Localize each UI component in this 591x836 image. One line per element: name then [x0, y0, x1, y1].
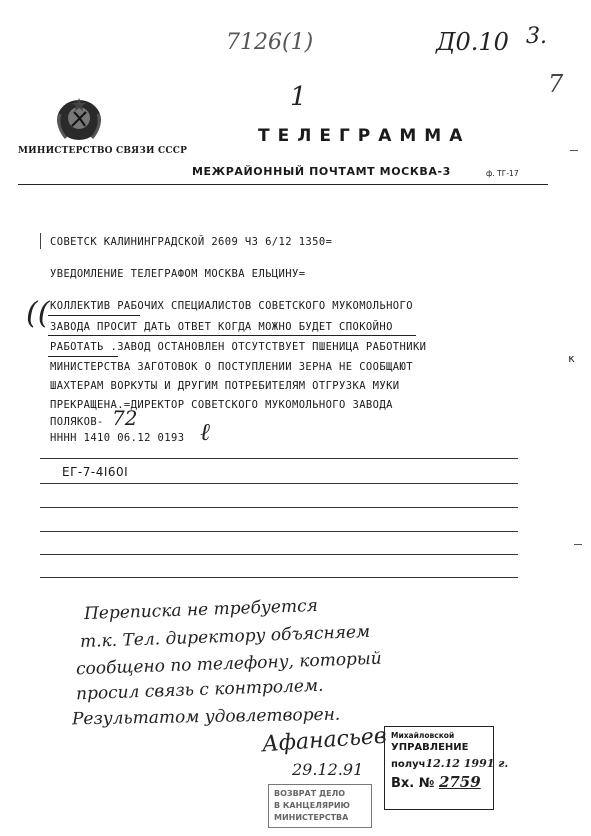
signer-line: ПОЛЯКОВ-: [50, 416, 104, 428]
receipt-stamp-line2: УПРАВЛЕНИЕ: [391, 742, 469, 753]
ruled-line: [40, 507, 518, 508]
ruled-line: [40, 577, 518, 578]
right-mark-note: 7: [548, 70, 564, 98]
resolution-line-1: Переписка не требуется: [83, 595, 319, 625]
body-line-4: МИНИСТЕРСТВА ЗАГОТОВОК О ПОСТУПЛЕНИИ ЗЕРНА НЕ СООБЩАЮТ: [50, 361, 413, 373]
receipt-incoming-label: Вх. №: [391, 776, 435, 791]
code-note: Д0.10: [436, 28, 509, 56]
header-divider: [18, 184, 548, 185]
underline-mark: [48, 315, 140, 316]
margin-tick: [574, 544, 582, 545]
margin-tick: ĸ: [568, 352, 575, 365]
stamp-number: ЕГ-7-4I60I: [62, 465, 129, 479]
ruled-line: [40, 554, 518, 555]
resolution-line-3: сообщено по телефону, который: [75, 648, 383, 680]
margin-tick: [570, 150, 578, 151]
ruled-line: [40, 458, 518, 459]
receipt-received-date: 12.12 1991 г.: [425, 757, 509, 770]
receipt-incoming-number: 2759: [438, 773, 481, 791]
office-stamp-line2: В КАНЦЕЛЯРИЮ: [274, 801, 350, 810]
receipt-received-label: получ: [391, 759, 426, 770]
office-stamp-line1: ВОЗВРАТ ДЕЛО: [274, 789, 346, 798]
telegram-title: ТЕЛЕГРАММА: [258, 126, 471, 146]
form-code: ф. ТГ-17: [486, 169, 519, 178]
underline-mark: [48, 356, 118, 357]
resolution-line-4: просил связь с контролем.: [75, 675, 324, 705]
number-one-note: 1: [290, 82, 307, 112]
body-line-5: ШАХТЕРАМ ВОРКУТЫ И ДРУГИМ ПОТРЕБИТЕЛЯМ ОТГРУЗКА МУКИ: [50, 380, 400, 392]
ministry-label: МИНИСТЕРСТВО СВЯЗИ СССР: [18, 146, 188, 156]
ruled-line: [40, 531, 518, 532]
signature-date: 29.12.91: [292, 760, 364, 779]
reference-number-note: 7126(1): [226, 30, 314, 55]
initial-mark: ℓ: [200, 418, 210, 446]
underline-mark: [48, 335, 416, 336]
notice-line: УВЕДОМЛЕНИЕ ТЕЛЕГРАФОМ МОСКВА ЕЛЬЦИНУ=: [50, 268, 306, 280]
resolution-line-5: Результатом удовлетворен.: [71, 704, 341, 730]
body-line-3: РАБОТАТЬ .ЗАВОД ОСТАНОВЛЕН ОТСУТСТВУЕТ ПШЕНИЦА РАБОТНИКИ: [50, 341, 427, 353]
body-line-1: КОЛЛЕКТИВ РАБОЧИХ СПЕЦИАЛИСТОВ СОВЕТСКОГО МУКОМОЛЬНОГО: [50, 300, 413, 312]
page-number-note: 3.: [526, 24, 547, 49]
receipt-stamp-line1: Михайловской: [391, 731, 455, 740]
routing-bracket: [40, 233, 47, 249]
ussr-emblem-icon: [52, 96, 106, 144]
routing-line: СОВЕТСК КАЛИНИНГРАДСКОЙ 2609 ЧЗ 6/12 1350=: [50, 236, 333, 248]
body-line-6: ПРЕКРАЩЕНА.=ДИРЕКТОР СОВЕТСКОГО МУКОМОЛЬНОГО ЗАВОДА: [50, 399, 393, 411]
service-line: НННН 1410 06.12 0193: [50, 432, 185, 444]
signer-handwritten: 72: [112, 406, 138, 430]
margin-bracket-mark: ((: [26, 296, 50, 331]
body-line-2: ЗАВОДА ПРОСИТ ДАТЬ ОТВЕТ КОГДА МОЖНО БУДЕТ СПОКОЙНО: [50, 321, 393, 333]
office-stamp-line3: МИНИСТЕРСТВА: [274, 813, 349, 822]
resolution-line-2: т.к. Тел. директору объясняем: [79, 621, 371, 653]
office-stamp: [268, 784, 372, 828]
receipt-received-row: [391, 757, 509, 770]
receipt-incoming-row: [391, 773, 487, 791]
ruled-line: [40, 483, 518, 484]
receipt-stamp: [384, 726, 509, 810]
signature: Афанасьев: [261, 723, 388, 758]
office-name: МЕЖРАЙОННЫЙ ПОЧТАМТ МОСКВА-3: [192, 165, 451, 178]
